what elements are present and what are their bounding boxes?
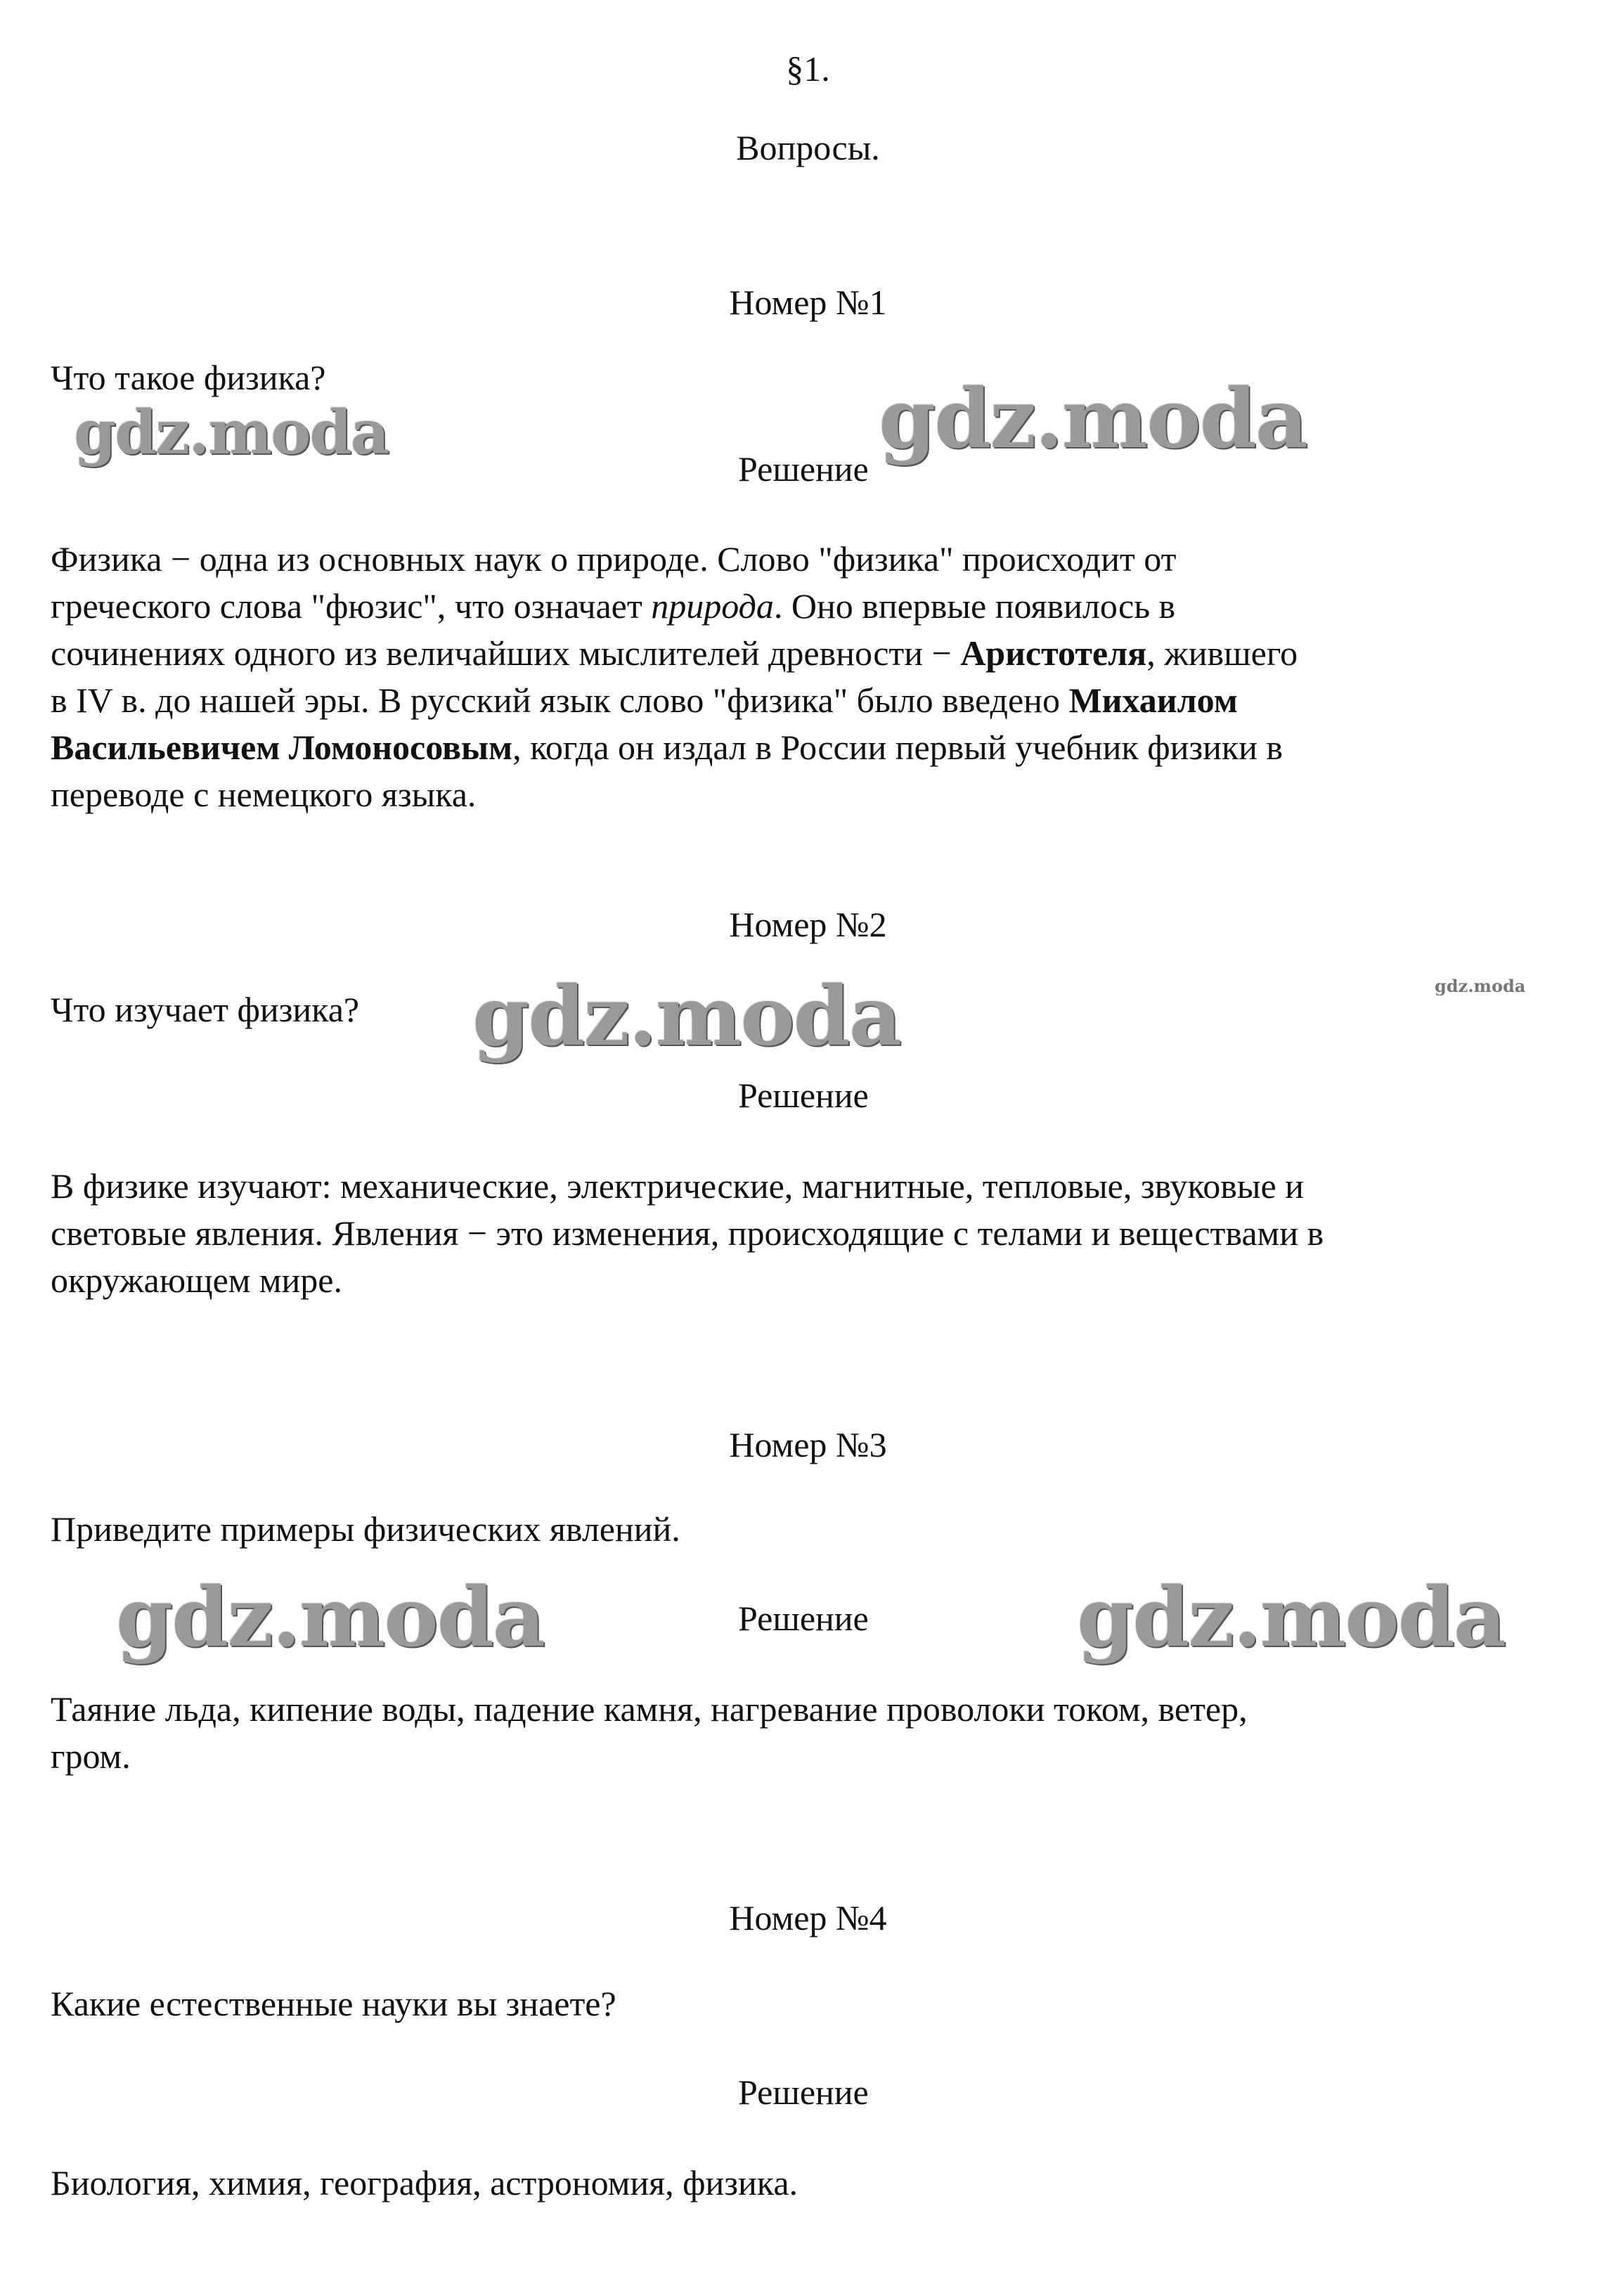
answer-bold: Васильевичем Ломоносовым: [51, 728, 513, 767]
item-4-solution-label: Решение: [738, 2072, 869, 2112]
item-1-answer: [51, 536, 1583, 818]
item-2-solution-label: Решение: [738, 1076, 869, 1115]
answer-line: Таяние льда, кипение воды, падение камня, нагревание проволоки током, ветер,: [51, 1689, 1248, 1729]
answer-line: окружающем мире.: [51, 1260, 342, 1300]
answer-line: световые явления. Явления − это изменения, происходящие с телами и веществами в: [51, 1213, 1324, 1253]
answer-line: гром.: [51, 1736, 131, 1776]
item-3-question: Приведите примеры физических явлений.: [51, 1509, 680, 1549]
watermark-logo: gdz.moda: [879, 371, 1307, 467]
item-3-solution-label: Решение: [738, 1599, 869, 1638]
answer-line: сочинениях одного из величайших мыслителей древности − Аристотеля, жившего: [51, 633, 1298, 673]
answer-line: Физика − одна из основных наук о природе. Слово "физика" происходит от: [51, 539, 1177, 579]
section-heading: §1.: [786, 49, 830, 89]
item-1-solution-label: Решение: [738, 449, 869, 489]
watermark-logo: gdz.moda: [472, 969, 900, 1064]
watermark-logo: gdz.moda: [116, 1570, 544, 1665]
watermark-logo: gdz.moda: [1077, 1570, 1505, 1665]
item-2-number: Номер №2: [729, 905, 887, 944]
item-2-question: Что изучает физика?: [51, 990, 360, 1029]
answer-italic: природа: [651, 586, 774, 626]
answer-line: Васильевичем Ломоносовым, когда он издал в России первый учебник физики в: [51, 728, 1284, 767]
watermark-logo: gdz.moda: [74, 397, 389, 468]
answer-line: В физике изучают: механические, электрические, магнитные, тепловые, звуковые и: [51, 1166, 1304, 1206]
watermark-logo-small: gdz.moda: [1435, 976, 1526, 996]
answer-line: переводе с немецкого языка.: [51, 775, 477, 814]
answer-bold: Михаилом: [1068, 681, 1238, 720]
answer-bold: Аристотеля: [960, 633, 1147, 673]
item-3-number: Номер №3: [729, 1425, 887, 1464]
answer-line: Биология, химия, география, астрономия, физика.: [51, 2163, 799, 2203]
item-1-number: Номер №1: [729, 283, 887, 322]
item-4-question: Какие естественные науки вы знаете?: [51, 1984, 616, 2023]
item-4-number: Номер №4: [729, 1898, 887, 1937]
answer-line: в IV в. до нашей эры. В русский язык слово "физика" было введено Михаилом: [51, 681, 1238, 720]
answer-line: греческого слова "фюзис", что означает природа. Оно впервые появилось в: [51, 586, 1176, 626]
item-3-answer: [51, 1686, 1583, 1780]
section-subtitle: Вопросы.: [736, 128, 880, 167]
item-1-question: Что такое физика?: [51, 358, 326, 397]
item-4-answer: [51, 2160, 1583, 2207]
item-2-answer: [51, 1163, 1583, 1304]
